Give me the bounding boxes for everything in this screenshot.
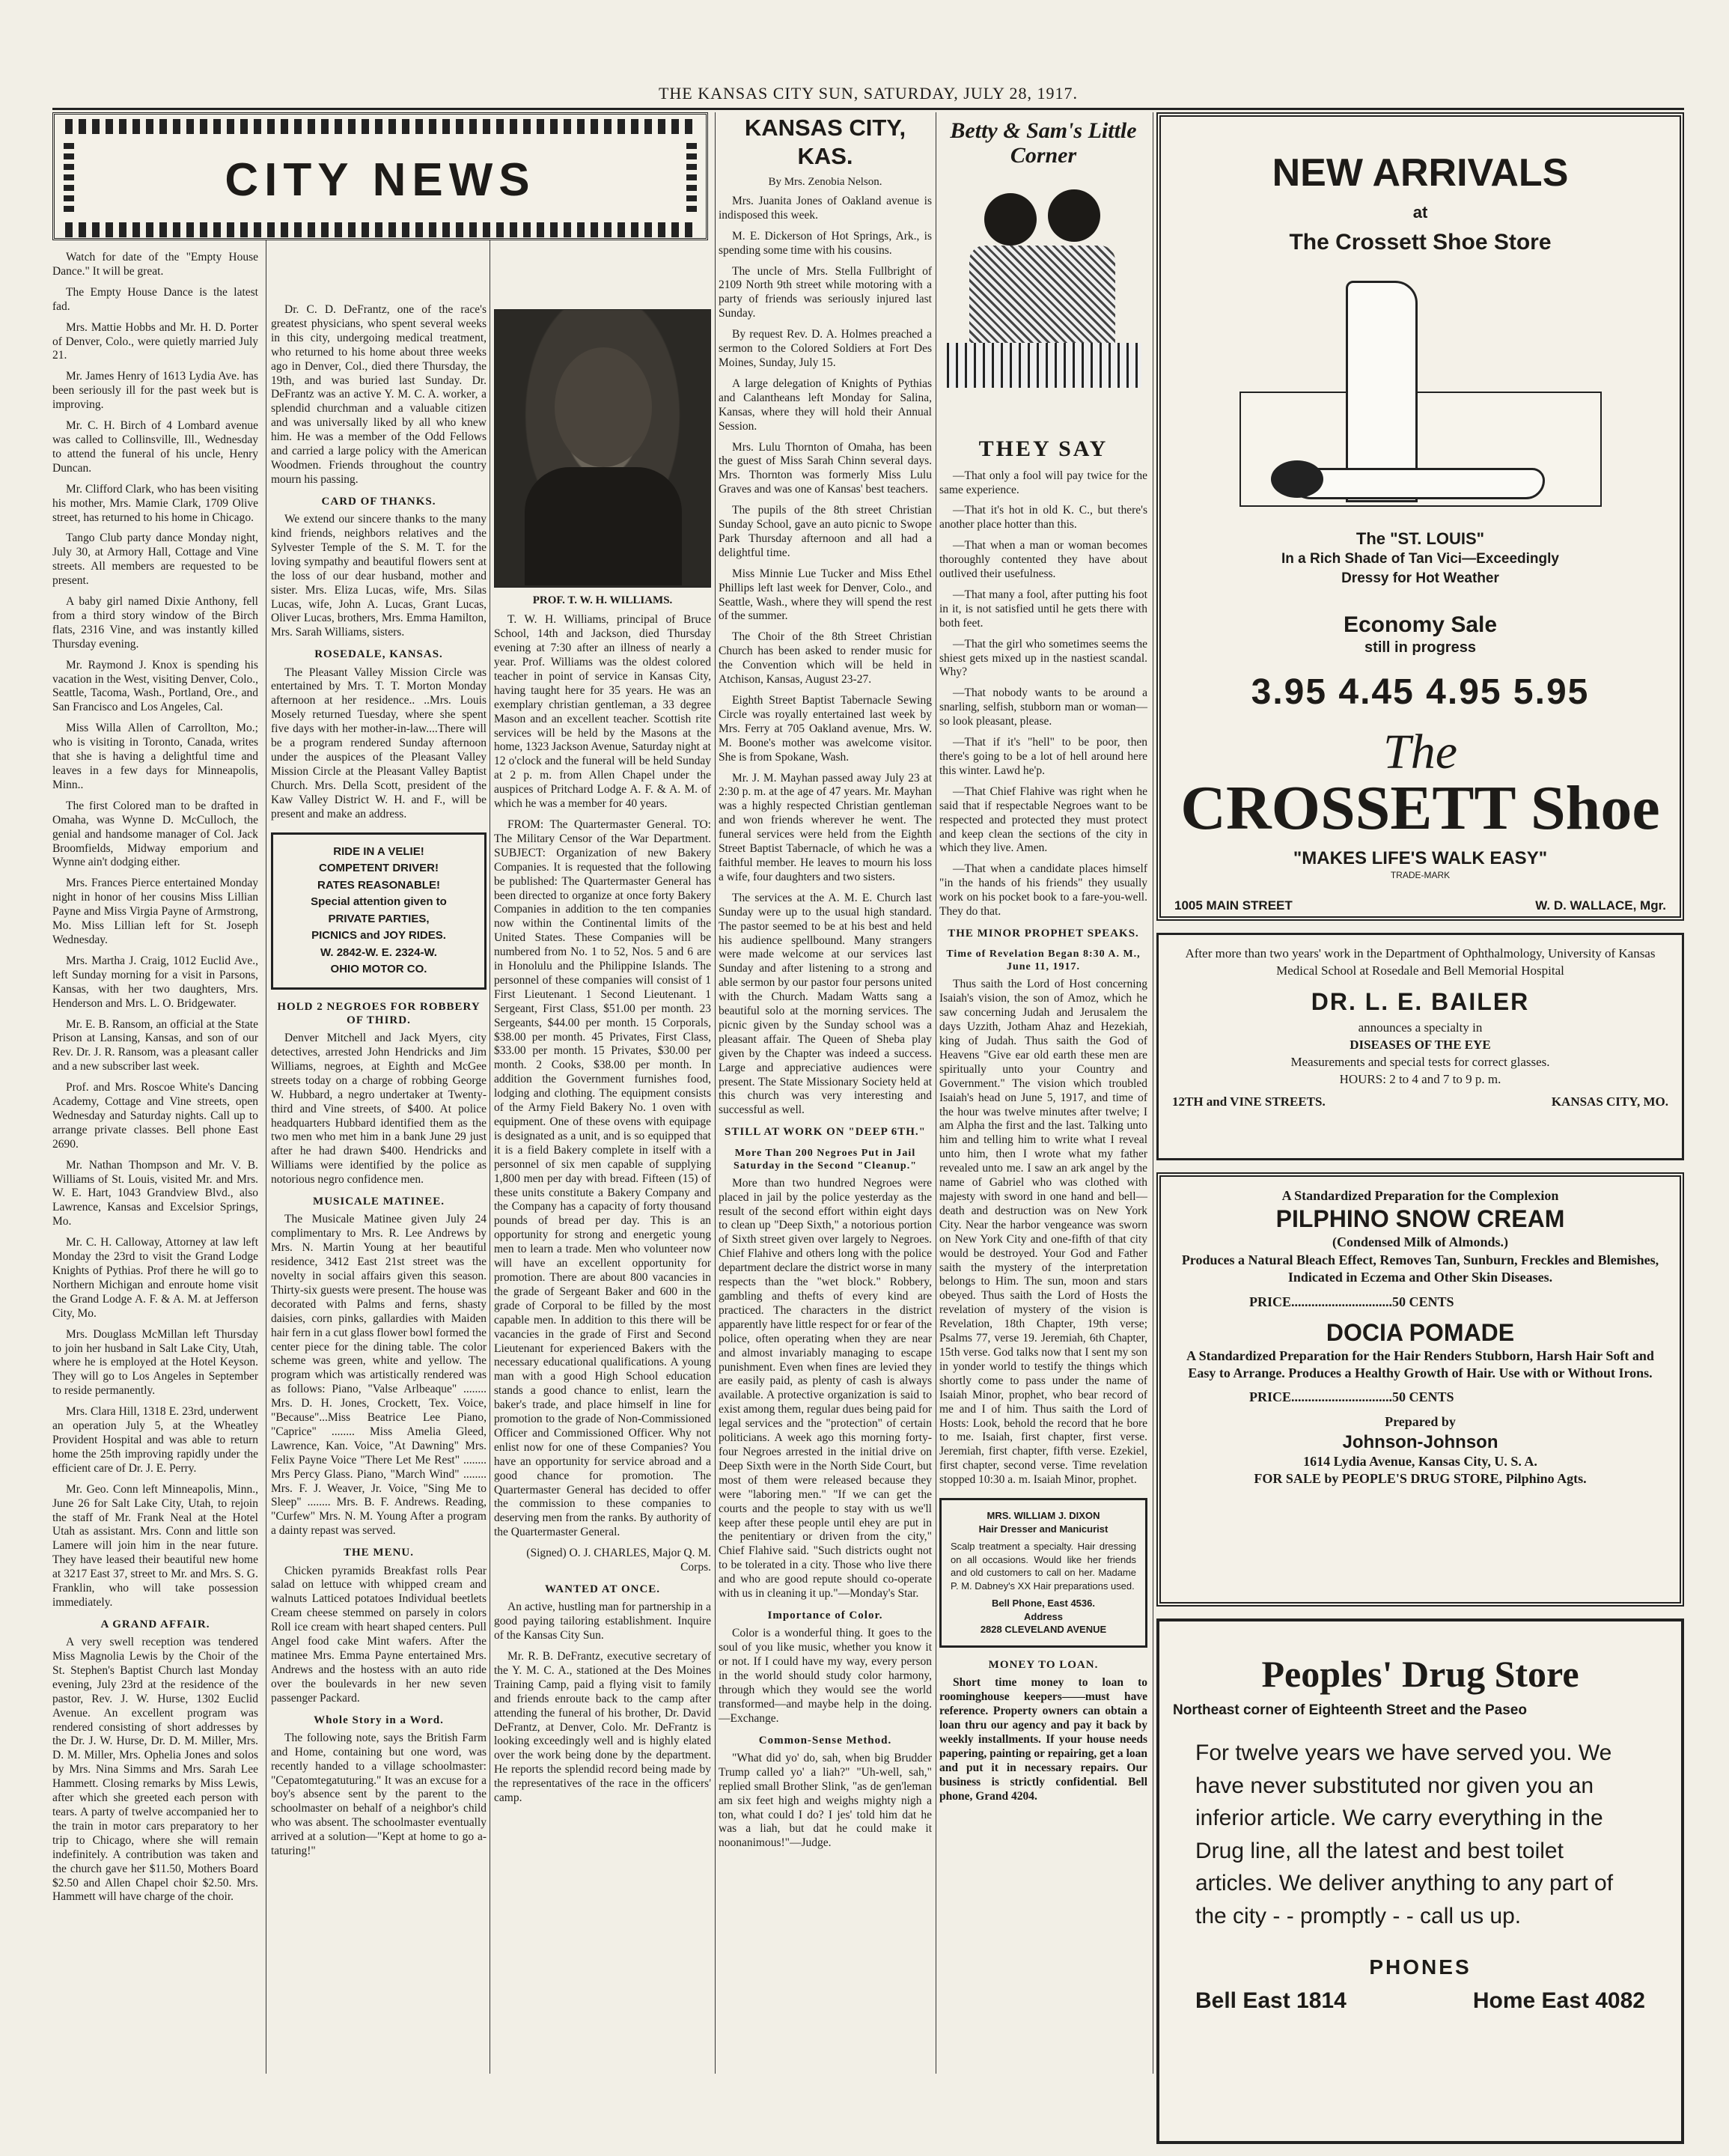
ad-text: Prepared by (1385, 1414, 1456, 1430)
news-item: Miss Minnie Lue Tucker and Miss Ethel Phillips left last week for Denver, Colo., and Seattle, Wash., where they will spend the rest of the summer. (719, 567, 932, 623)
signature: (Signed) O. J. CHARLES, Major Q. M. Corps. (526, 1547, 711, 1574)
article-heading: CARD OF THANKS. (321, 495, 436, 508)
ad-line: 2828 CLEVELAND AVENUE (980, 1624, 1107, 1636)
news-item: Mr. Raymond J. Knox is spending his vacation in the West, visiting Denver, Colo., Seattle, Tacoma, Wash., Portland, Ore., and San Francisco and Los Angeles, Cal. (52, 658, 258, 714)
ad-text: HOURS: 2 to 4 and 7 to 9 p. m. (1339, 1071, 1501, 1086)
article-body: Chicken pyramids Breakfast rolls Pear salad on lettuce with whipped cream and walnuts Latticed potatoes Individual beetlets Cream cheese stemmed on parsely in colors Roll ice cream with heart shaped centers. Pull Angel food cake Mint wafers. After the matinee Mrs. Emma Payne entertained Mrs. Andrews and the hostess with an auto ride over the boulevards in her new seven passenger Packard. (271, 1564, 487, 1705)
article-body: Dr. C. D. DeFrantz, one of the race's greatest physicians, who spent several weeks in this city, undergoing medical treatment, who returned to his home about three weeks ago in Denver, Col., died there Thursday, the 19th, and was buried last Sunday. Dr. DeFrantz was an active Y. M. C. A. worker, a splendid churchman and a valuable citizen and was universally liked by all who knew him. He was a member of the Odd Fellows and carried a large policy with the American Woodmen. Friends throughout the country mourn his passing. (271, 303, 487, 486)
ad-line: MRS. WILLIAM J. DIXON (987, 1510, 1100, 1522)
news-item: Mr. C. H. Calloway, Attorney at law left Monday the 23rd to visit the Grand Lodge Knights of Pythias. Prof there he will go to Northern Michigan and enroute home visit the Grand Lodge A. F. & A. M. at Jefferson City, Mo. (52, 1236, 258, 1320)
news-item: Mr. James Henry of 1613 Lydia Ave. has been seriously ill for the past week but is improving. (52, 370, 258, 412)
article-heading: A GRAND AFFAIR. (100, 1618, 210, 1630)
ad-phone: Home East 4082 (1472, 1988, 1645, 2014)
ad-line: COMPETENT DRIVER! (318, 862, 439, 874)
ad-price: PRICE..............................50 CENTS (1249, 1294, 1454, 1309)
article-body: "What did yo' do, sah, when big Brudder Trump called yo' a liah?" "Uh-well, sah," replied small Brother Slink, "as de gen'leman am six feet high and weighs mighty nigh a ton, what could I do? I jes' told him dat he was a liah, but dat he could make it noonanimous!"—Judge. (719, 1751, 932, 1850)
ad-line: OHIO MOTOR CO. (330, 963, 427, 975)
ad-address: 12TH and VINE STREETS. (1172, 1094, 1326, 1109)
news-item: Mrs. Frances Pierce entertained Monday night in honor of her cousins Miss Lillian Payne and Miss Virgia Payne of Armstrong, Mo. Miss Lillian left for St. Joseph Wednesday. (52, 877, 258, 946)
ad-line: Scalp treatment a specialty. Hair dressing on all occasions. Would like her friends and old customers to call on her. Madame P. M. Dabney's XX Hair preparations used. (951, 1541, 1136, 1592)
bailer-ad (1156, 933, 1684, 1160)
brand-logo: CROSSETT Shoe (1180, 773, 1660, 844)
cartoon-title: Betty & Sam's Little Corner (950, 118, 1137, 168)
news-item: Eighth Street Baptist Tabernacle Sewing Circle was royally entertained last week by Mrs. Ferry at 705 Oakland avenue, Mrs. W. M. Boone's mother was awelcome visitor. She is from Spokane, Wash. (719, 694, 932, 764)
ad-line: Address (1023, 1610, 1064, 1622)
article-heading: ROSEDALE, KANSAS. (314, 648, 443, 661)
article-heading: Importance of Color. (767, 1609, 883, 1621)
they-say-item: —That when a man or woman becomes thoroughly contented they have about outlived their usefulness. (939, 539, 1147, 581)
ad-text: PHONES (1369, 1955, 1472, 1979)
column-kansas-city-kas (719, 112, 932, 1857)
article-heading: WANTED AT ONCE. (544, 1583, 661, 1596)
they-say-item: —That if it's "hell" to be poor, then there's going to be a lot of hell around here this winter. Lawd he'p. (939, 736, 1147, 777)
ad-text: A Standardized Preparation for the Hair Renders Stubborn, Harsh Hair Soft and Easy to Arrange. Produces a Healthy Growth of Hair. Use with or Without Irons. (1186, 1348, 1654, 1380)
ad-text: FOR SALE by PEOPLE'S DRUG STORE, Pilphino Agts. (1254, 1471, 1587, 1487)
ad-line: RIDE IN A VELIE! (333, 844, 424, 858)
article-body: Denver Mitchell and Jack Myers, city detectives, arrested John Hendricks and Jim Williams, negroes, at Eighth and McGee streets today on a charge of robbing George W. Hubbard, a negro undertaker at Twenty-third and Vine streets, of $400. At police headquarters Hubbard identified them as the two men who met him in a bank June 29 just after he had drawn $400. Hendricks and Williams were identified by the police as notorious negro confidence men. (271, 1032, 487, 1187)
ornament-border (65, 222, 695, 237)
ad-line: Hair Dresser and Manicurist (978, 1523, 1109, 1535)
portrait-photo (494, 309, 711, 588)
news-item: Mrs. Douglass McMillan left Thursday to join her husband in Salt Lake City, Utah, where he is employed at the Hotel Keyson. They will go to Los Angeles in September to reside permanently. (52, 1327, 258, 1398)
ad-phone: Bell East 1814 (1195, 1988, 1347, 2014)
news-item: Mrs. Juanita Jones of Oakland avenue is indisposed this week. (719, 194, 932, 222)
column-they-say (939, 112, 1147, 1810)
they-say-item: —That the girl who sometimes seems the shiest gets mixed up in the nastiest scandal. Why? (939, 637, 1147, 679)
ad-text: (Condensed Milk of Almonds.) (1332, 1234, 1509, 1250)
article-heading: MUSICALE MATINEE. (313, 1196, 445, 1208)
ad-slogan: "MAKES LIFE'S WALK EASY" (1293, 848, 1548, 869)
news-item: By request Rev. D. A. Holmes preached a sermon to the Colored Soldiers at Fort Des Moines, Sunday, July 15. (719, 328, 932, 369)
newspaper-header: THE KANSAS CITY SUN, SATURDAY, JULY 28, 1917. (52, 84, 1684, 110)
article-body: An active, hustling man for partnership in a good paying tailoring establishment. Inquire of the Kansas City Sun. (494, 1601, 711, 1642)
pilphino-ad (1156, 1172, 1684, 1607)
news-item: Mr. C. H. Birch of 4 Lombard avenue was called to Collinsville, Ill., Wednesday to attend the funeral of his uncle, Henry Duncan. (52, 419, 258, 475)
article-body: The Pleasant Valley Mission Circle was entertained by Mrs. T. T. Morton Monday afternoon at her residence.. ..Mrs. Louis Mosely returned Tuesday, where she spent five days with her mother-in-law....There will be a program rendered Sunday afternoon under the auspices of the Pleasant Valley Mission Circle at the Pleasant Valley Baptist Church. Mrs. Della Scott, president of the Kaw Valley District W. H. and F., will be present and make an address. (271, 666, 487, 820)
photo-caption: PROF. T. W. H. WILLIAMS. (532, 594, 673, 606)
news-item: Mrs. Martha J. Craig, 1012 Euclid Ave., left Sunday morning for a visit in Parsons, Kansas, with her two daughters, Mrs. Henderson and Mrs. L. O. Bridgewater. (52, 954, 258, 1010)
ad-text: Produces a Natural Bleach Effect, Removes Tan, Sunburn, Freckles and Blemishes, Indicated in Eczema and Other Skin Diseases. (1181, 1252, 1659, 1285)
article-heading: Whole Story in a Word. (314, 1714, 444, 1726)
ad-prices: 3.95 4.45 4.95 5.95 (1251, 672, 1590, 712)
ad-text: announces a specialty in (1358, 1020, 1483, 1035)
article-heading: MONEY TO LOAN. (988, 1658, 1099, 1671)
they-say-item: —That it's hot in old K. C., but there's another place hotter than this. (939, 504, 1147, 532)
news-item: A large delegation of Knights of Pythias and Calantheans left Monday for Salina, Kansas, where they will hold their Annual Session. (719, 377, 932, 433)
section-title-city-news: CITY NEWS (225, 154, 536, 206)
article-heading: STILL AT WORK ON "DEEP 6TH." (725, 1126, 926, 1139)
article-body: Short time money to loan to roominghouse keepers——must have reference. Property owners can obtain a loan thru our agency and pay it back by weekly installments. If your house needs papering, painting or repairing, get a loan and put it in necessary repairs. Our business is strictly confidential. Bell phone, Grand 4204. (939, 1676, 1147, 1803)
news-item: The uncle of Mrs. Stella Fullbright of 2109 North 9th street while motoring with a party of friends was seriously injured last Sunday. (719, 264, 932, 320)
article-heading: Common-Sense Method. (758, 1734, 892, 1747)
article-body: More than two hundred Negroes were placed in jail by the police yesterday as the result of the second effort within eight days to clean up "Deep Sixth," a notorious portion of Sixth street given over largely to Negroes. Chief Flahive and others long with the police department declare the district worse in many respects than the "wet block." Robbery, gambling and thefts of every kind are practiced. The characters in the district apparently have little respect for or fear of the police, often operating when they are near and almost invariably managing to escape punishment. Even when fines are levied they are easily paid, as plenty of cash is always available. A protective organization is said to exist among them, regular dues being paid for legal services and the "protection" of certain politicians. A week ago this morning forty-four Negroes arrested in the initial drive on Deep Sixth were in the North Side Court, but most of them were released because they were "laboring men." "If we can get the courts and the people to stay with us we'll keep after these people until ehey are put in the penitentiary or driven from the city," Chief Flahive said. "Such districts ought not to be tolerated in a city. Those who live there and who are good repute should co-operate with us in cleaning it up."—Monday's Star. (719, 1176, 932, 1601)
peoples-drug-store-ad (1156, 1618, 1684, 2144)
ad-text: Measurements and special tests for correct glasses. (1290, 1054, 1550, 1069)
velie-ad (271, 832, 487, 990)
ad-address: 1005 MAIN STREET (1174, 898, 1293, 913)
ad-text: TRADE-MARK (1390, 869, 1451, 880)
ornament-border (65, 119, 695, 134)
ad-address: Northeast corner of Eighteenth Street and the Paseo (1173, 1702, 1527, 1718)
ad-model: The "ST. LOUIS" (1356, 529, 1485, 548)
they-say-item: —That only a fool will pay twice for the same experience. (939, 469, 1147, 496)
ad-text: Dressy for Hot Weather (1341, 570, 1499, 587)
article-body: Color is a wonderful thing. It goes to the soul of you like music, whether you know it or not. If I could have my way, every person in the world should study color harmony, through which they would see the world transformed—and maybe help in the doing. —Exchange. (719, 1627, 932, 1725)
news-item: A baby girl named Dixie Anthony, fell from a third story window of the Birch flats, 2316 Vine, and was instantly killed Thursday evening. (52, 595, 258, 651)
article-body: A very swell reception was tendered Miss Magnolia Lewis by the Choir of the St. Stephen's Baptist Church last Monday evening, July 23rd at the residence of the pastor, Rev. J. W. Hurse, 1302 Euclid Avenue. An excellent program was rendered consisting of short addresses by the Dr. J. W. Hurse, Dr. D. M. Miller, Mrs. D. M. Miller, Mrs. Ophelia Jones and solos by Mrs. Nina Simms and Mrs. Sarah Lee Hammett. Closing remarks by Miss Lewis, after which she greeted each person with tears. A party of twelve accompanied her to the train in motor cars preparatory to her trip to Chicago, where she will remain indefinitely. A contribution was taken and the church gave her $11.50, Mothers Board $2.50 and Allen Chapel choir $2.50. Mrs. Hammett will have charge of the choir. (52, 1636, 258, 1904)
news-item: Mrs. Mattie Hobbs and Mr. H. D. Porter of Denver, Colo., were quietly married July 21. (52, 320, 258, 362)
news-item: Prof. and Mrs. Roscoe White's Dancing Academy, Cottage and Vine streets, open Wednesday and Saturday nights. Call up to arrange private classes. Bell phone East 2690. (52, 1081, 258, 1151)
ad-text: After more than two years' work in the Department of Ophthalmology, University of Kansas Medical School at Rosedale and Bell Memorial Hospital (1185, 946, 1656, 978)
ad-address: 1614 Lydia Avenue, Kansas City, U. S. A. (1303, 1453, 1537, 1469)
section-title-they-say: THEY SAY (978, 436, 1109, 461)
article-heading: THE MENU. (343, 1547, 414, 1559)
news-item: Mrs. Lulu Thornton of Omaha, has been the guest of Miss Sarah Chinn several days. Mrs. Thornton was formerly Miss Lulu Graves and was one of Kansas' best teachers. (719, 440, 932, 496)
news-item: The pupils of the 8th street Christian Sunday School, gave an auto picnic to Swope Park Thursday afternoon and all had a delightful time. (719, 504, 932, 559)
ad-text: DISEASES OF THE EYE (1350, 1037, 1491, 1052)
they-say-item: —That many a fool, after putting his foot in it, is not satisfied until he gets there with both feet. (939, 588, 1147, 630)
ad-line: PRIVATE PARTIES, (328, 912, 430, 925)
article-heading: HOLD 2 NEGROES FOR ROBBERY OF THIRD. (277, 1000, 481, 1026)
article-body: The following note, says the British Farm and Home, containing but one word, was recently handed to a village schoolmaster: "Cepatomtegatuturing." It was an excuse for a boy's absence sent by the parent to the schoolmaster on behalf of a neighbor's child who was absent. The schoolmaster eventually arrived at a solution—"Kept at home to go a-taturing!" (271, 1731, 487, 1858)
column-three (494, 303, 711, 1812)
brand-logo: The (1383, 725, 1457, 780)
ad-address: KANSAS CITY, MO. (1551, 1094, 1668, 1109)
ad-title: Peoples' Drug Store (1261, 1653, 1579, 1695)
ad-title: PILPHINO SNOW CREAM (1275, 1205, 1565, 1233)
ad-price: PRICE..............................50 CENTS (1249, 1389, 1454, 1405)
article-body: We extend our sincere thanks to the many kind friends, neighbors relatives and the Sylvester Temple of the S. M. T. for the loving sympathy and beautiful flowers sent at the loss of our dear husband, mother and sister. Mrs. Eliza Lucas, wife, Mrs. Silas Lucas, wife, John A. Lucas, Grant Lucas, Oliver Lucas, brothers, Mrs. Emma Hamilton, Mrs. Sarah Williams, sisters. (271, 513, 487, 639)
article-heading: THE MINOR PROPHET SPEAKS. (948, 927, 1139, 940)
ad-title: DR. L. E. BAILER (1311, 987, 1530, 1015)
ad-text: still in progress (1364, 639, 1476, 657)
ads-column (1156, 112, 1684, 2156)
ad-line: RATES REASONABLE! (317, 878, 440, 892)
news-item: Mr. Geo. Conn left Minneapolis, Minn., June 26 for Salt Lake City, Utah, to rejoin the staff of Mr. Frank Neal at the Hotel Utah as assistant. Mrs. Conn and little son Lamere will join him in the near future. They have leased their beautiful new home at 3217 East 37, street to Mr. and Mrs. S. G. Franklin, who will take possession immediately. (52, 1482, 258, 1609)
news-item: Mr. Nathan Thompson and Mr. V. B. Williams of St. Louis, visited Mr. and Mrs. W. E. Hart, 1043 Grandview Blvd., also Lawrence, Kansas and Excelsior Springs, Mo. (52, 1158, 258, 1228)
news-item: Tango Club party dance Monday night, July 30, at Armory Hall, Cottage and Vine streets. All members are requested to be present. (52, 532, 258, 588)
cartoon-illustration (939, 118, 1147, 433)
ad-text: In a Rich Shade of Tan Vici—Exceedingly (1281, 550, 1559, 567)
article-subheading: More Than 200 Negroes Put in Jail Saturday in the Second "Cleanup." (734, 1147, 917, 1172)
section-title-kck: KANSAS CITY, KAS. (744, 115, 906, 169)
ad-line: Bell Phone, East 4536. (991, 1598, 1095, 1610)
city-news-masthead (52, 112, 708, 240)
ad-text: For twelve years we have served you. We have never substituted nor given you an inferior article. We carry everything in the Drug line, all the latest and best toilet articles. We deliver anything to any part of the city - - promptly - - call us up. (1195, 1741, 1614, 1928)
byline: By Mrs. Zenobia Nelson. (768, 175, 882, 188)
article-body: Thus saith the Lord of Host concerning Isaiah's vision, the son of Amoz, which he saw concerning Judah and Jerusalem the days Uzzith, Jotham Ahaz and Hezekiah, king of Judah. Thus saith the God of Heavens "Give ear old earth these men are spiritually unto your Country and Government." The vision which troubled Isaiah's head on June 5, 1917, and time of the hour was twelve minutes after twelve; I am Alpha the first and the last. Talking unto him and telling him to write what I reveal unto him, then I wrote what my father revealed unto me. I saw an ark angel by the name of Gabriel who was clothed with majesty with sword in one hand and bell—death and destruction was on New York City. Near the harbor vengeance was sworn on New York City and one-fifth of that city would be destroyed. Your God and Father saith the mystery of the interpretation belongs to Him. The sun, moon and stars obeyed. Thus saith the Lord of Hosts the revelation of mystery of the vision is Revelation, 18th Chapter, 19th verse; Psalms 77, verse 19. Jeremiah, 6th Chapter, 15th verse. God talks now that I sent my son in yonder world to testify the things which shortly come to pass under the name of Isaiah Minor, prophet, who bear record of me and I of him. Thus saith the Lord of Hosts: Look, behold the record that he bore to me. Isaiah, first chapter, first verse. Jeremiah, first chapter, fifth verse. Ezekiel, first chapter, second verse. Time revelation stopped 10:30 a. m. Isaiah Minor, prophet. (939, 978, 1147, 1487)
news-item: The Empty House Dance is the latest fad. (52, 285, 258, 313)
ad-text: A Standardized Preparation for the Complexion (1281, 1188, 1559, 1203)
news-item: Mrs. Clara Hill, 1318 E. 23rd, underwent an operation July 5, at the Wheatley Provident Hospital and was able to return home the 25th improving rapidly under the efficient care of Dr. J. E. Perry. (52, 1405, 258, 1475)
news-item: The Choir of the 8th Street Christian Church has been asked to render music for the Convention which will be held in Atchison, Kansas, August 23-27. (719, 630, 932, 686)
column-two (271, 303, 487, 1866)
ad-title: DOCIA POMADE (1326, 1318, 1515, 1346)
news-item: Mr. Clifford Clark, who has been visiting his mother, Mrs. Mamie Clark, 1709 Olive street, has returned to his home in Chicago. (52, 482, 258, 524)
ad-line: W. 2842-W. E. 2324-W. (320, 945, 437, 959)
news-item: M. E. Dickerson of Hot Springs, Ark., is spending some time with his cousins. (719, 229, 932, 257)
ad-maker: Johnson-Johnson (1342, 1431, 1498, 1452)
article-body: The Musicale Matinee given July 24 complimentary to Mrs. R. Lee Andrews by Mrs. N. Martin Young at her beautiful residence, 3412 East 21st street was the novelty in social affairs given this season. Thirty-six guests were present. The house was decorated with Palms and ferns, shasty daisies, corn pinks, gallardies with Maiden hair fern in a cut glass flower bowl formed the center piece for the dining table. The color scheme was green, white and yellow. The program which was artistically rendered was as follows: Piano, "Valse Arlbeaque" ........ Mrs. D. H. Jones, Crockett, Tex. Voice, "Because"...Miss Beatrice Lee Piano, "Caprice" ........ Miss Amelia Gleed, Lawrence, Kan. Voice, "At Dawning" Mrs. Felix Payne Voice "There Let Me Rest" ........ Mrs Percy Glass. Piano, "March Wind" ........ Mrs. F. J. Weaver, Jr. Voice, "Sing Me to Sleep" ........ Mrs. B. F. Andrews. Reading, "Curfew" Mrs. N. M. Young After a program a dainty repast was served. (271, 1213, 487, 1538)
news-item: The first Colored man to be drafted in Omaha, was Wynne D. McCulloch, the genial and handsome manager of Col. Jack Broomfields, Midway emporium and Wynne ain't dodging either. (52, 799, 258, 869)
ad-text: at (1412, 203, 1428, 222)
news-item: The services at the A. M. E. Church last Sunday were up to the usual high standard. The pastor seemed to be at his best and held his audience spellbound. Many strangers were made welcome at our services last Sunday and after listening to a strong and able sermon by our pastor four persons united with the Church. Madam Watts sang a beautiful solo at the morning services. The picnic given by the Sunday school was a pleasant affair. The Queen of Sheba play given by the Chapter was indeed a success. Large and appreciative audiences were present. The State Missionary Society held at this church was very interesting and successful as well. (719, 891, 932, 1117)
article-body: T. W. H. Williams, principal of Bruce School, 14th and Jackson, died Thursday evening at 7:30 after an illness of nearly a year. Prof. Williams was the oldest colored teacher in point of service in Kansas City, having taught here for 35 years. He was an exemplary christian gentleman, a 33 degree Mason and an excellent teacher. Scottish rite services will be held by the Masons at the home, 1323 Jackson Avenue, Saturday night at 12 o'clock and the funeral will be held Sunday at 2 p. m. from Allen Chapel under the auspices of Pritchard Lodge A. F. & A. M. of which he was a member for 40 years. (494, 613, 711, 811)
article-subheading: Time of Revelation Began 8:30 A. M., June 11, 1917. (946, 948, 1141, 973)
ad-line: PICNICS and JOY RIDES. (311, 929, 446, 942)
ad-store-name: The Crossett Shoe Store (1289, 230, 1552, 255)
news-item: Miss Willa Allen of Carrollton, Mo.; who is visiting in Toronto, Canada, writes that she is having a delightful time and leaves in a few days for Minneapolis, Minn.. (52, 722, 258, 791)
ad-manager: W. D. WALLACE, Mgr. (1535, 898, 1666, 913)
they-say-item: —That Chief Flahive was right when he said that if respectable Negroes want to be respected and protected they must protect and keep clean the sections of the city in which they live. Amen. (939, 785, 1147, 855)
news-item: Mr. E. B. Ransom, an official at the State Prison at Lansing, Kansas, and son of our Rev. Dr. J. R. Ransom, was a pleasant caller and a new subscriber last week. (52, 1017, 258, 1074)
dixon-ad (939, 1498, 1147, 1648)
article-body: FROM: The Quartermaster General. TO: The Military Censor of the War Department. SUBJECT: Organization of new Bakery Companies. It is requested that the following be published: The Quartermaster General has been directed to organize at once forty Bakery Companies in addition to the ten companies now within the Continental limits of the United States. These Companies will be numbered from No. 1 to 52, Nos. 5 and 6 are in Honolulu and the Philippine Islands. The personnel of these companies will consist of 1 First Lieutenant. 1 Second Lieutenant. 1 Sergeant, First Class, $51.00 per month. 23 Sergeants, $44.00 per month. 15 Corporals, $38.00 per month. 45 Privates, First Class, $33.00 per month. 15 Privates, $30.00 per month. 2 Cooks, $38.00 per month. In addition the Government furnishes food, lodging and clothing. The equipment consists of the Army Field Bakery No. 1 oven with equipment. One of these ovens with equipage is designated as a unit, and is so equipped that it is a field Bakery complete in itself with a personnel of six men capable of supplying 1,800 men per day with bread. Fifteen (15) of these units constitute a Bakery Company and the Company has a capacity of forty thousand pounds of bread per day. This is an opportunity for strong and energetic young men to learn a trade. Men who volunteer now will have an excellent opportunity for promotion. There are about 800 vacancies in the grade of Sergeant Baker and 600 in the grade of Corporal to be filled by the most capable men. In addition to this there will be vacancies in the grade of First and Second Lieutenant for experienced Bakers with the necessary educational qualifications. A young man with a good High School education stands a good chance to enlist, learn the baker's trade, and place himself in line for promotion to the grade of Non-Commissioned Officer and Commissioned Officer. Why not enlist now for one of these Companies? You have an opportunity for service abroad and a good chance for promotion. The Quartermaster General has decided to offer the commission to these companies to deserving men from the ranks. By authority of the Quartermaster General. (494, 817, 711, 1539)
news-item: Mr. J. M. Mayhan passed away July 23 at 2:30 p. m. at the age of 47 years. Mr. Mayhan was a highly respected Christian gentleman and won friends wherever he went. The funeral services were held from the Eighth Street Baptist Tabernacle, of which he was a faithful member. He leaves to mourn his loss a wife, four daughters and two sisters. (719, 771, 932, 883)
news-item: Watch for date of the "Empty House Dance." It will be great. (52, 251, 258, 278)
ad-line: Special attention given to (311, 895, 447, 908)
they-say-item: —That nobody wants to be around a snarling, selfish, stubborn man or woman—so look pleasant, please. (939, 686, 1147, 728)
ad-sale-title: Economy Sale (1343, 612, 1498, 637)
article-body: Mr. R. B. DeFrantz, executive secretary of the Y. M. C. A., stationed at the Des Moines Training Camp, paid a flying visit to family and friends enroute back to the camp after attending the funeral of his brother, Dr. David DeFrantz, at Denver, Colo. Mr. DeFrantz is looking exceedingly well and is highly elated over the work being done by the department. He reports the splendid record being made by the representatives of the race in the officers' camp. (494, 1650, 711, 1805)
they-say-item: —That when a candidate places himself "in the hands of his friends" they usually work on his pocket book to a fare-you-well. They do that. (939, 862, 1147, 919)
shoe-illustration (1239, 392, 1602, 507)
ad-title: NEW ARRIVALS (1272, 151, 1569, 195)
crossett-shoe-ad (1156, 112, 1684, 921)
